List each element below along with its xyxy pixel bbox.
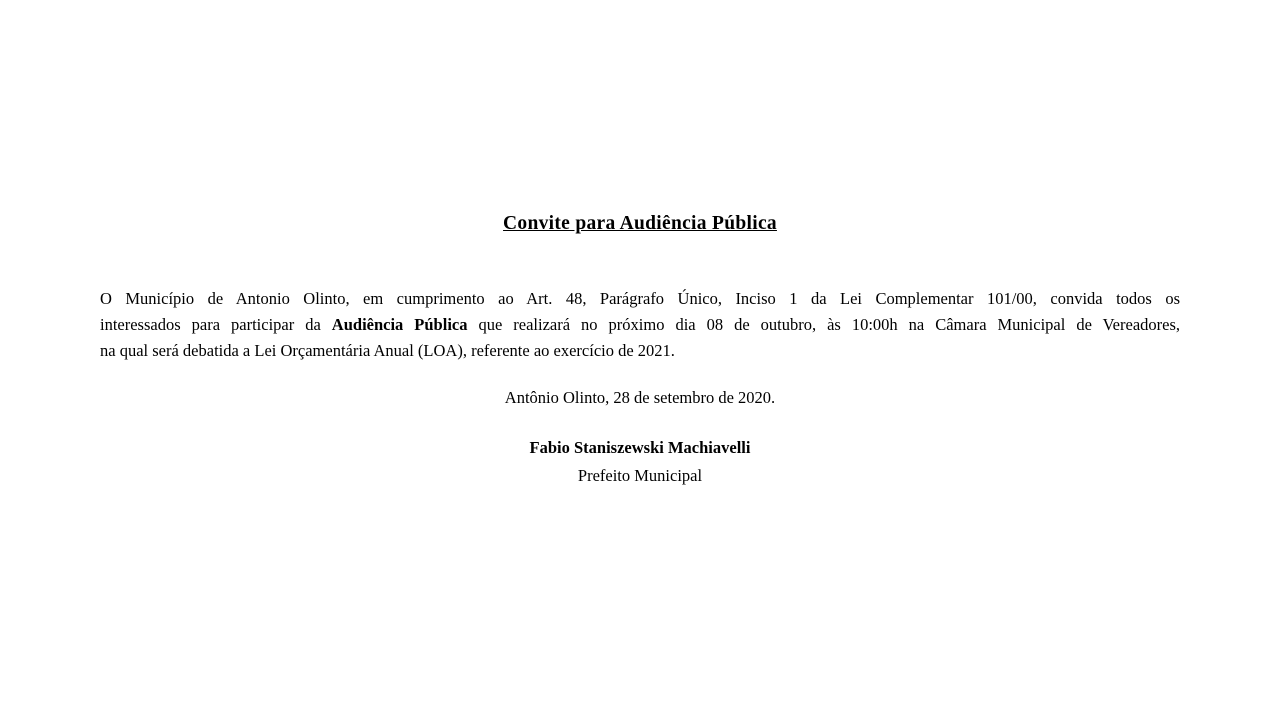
signature-role: Prefeito Municipal [577, 466, 703, 485]
document-title-text: Convite para Audiência Pública [503, 213, 777, 234]
paragraph-line-3: na qual será debatida a Lei Orçamentária Anual (LOA), referente ao exercício de 2021. [100, 341, 675, 360]
paragraph-line-2-bold-phrase: Audiência Pública [331, 315, 468, 334]
paragraph-line-2 [100, 312, 1180, 338]
paragraph-line-2-prefix: interessados para participar da [100, 315, 332, 334]
paragraph-line-2-suffix: que realizará no próximo dia 08 de outubro, às 10:00h na Câmara Municipal de Vereadores, [467, 315, 1181, 334]
paragraph-line-1: O Município de Antonio Olinto, em cumprimento ao Art. 48, Parágrafo Único, Inciso 1 da Lei Complementar 101/00, convida todos os [100, 289, 1180, 308]
invitation-paragraph [100, 286, 1180, 364]
signature-name: Fabio Staniszewski Machiavelli [529, 438, 751, 457]
date-place-line: Antônio Olinto, 28 de setembro de 2020. [504, 388, 776, 407]
document-title [100, 212, 1180, 236]
